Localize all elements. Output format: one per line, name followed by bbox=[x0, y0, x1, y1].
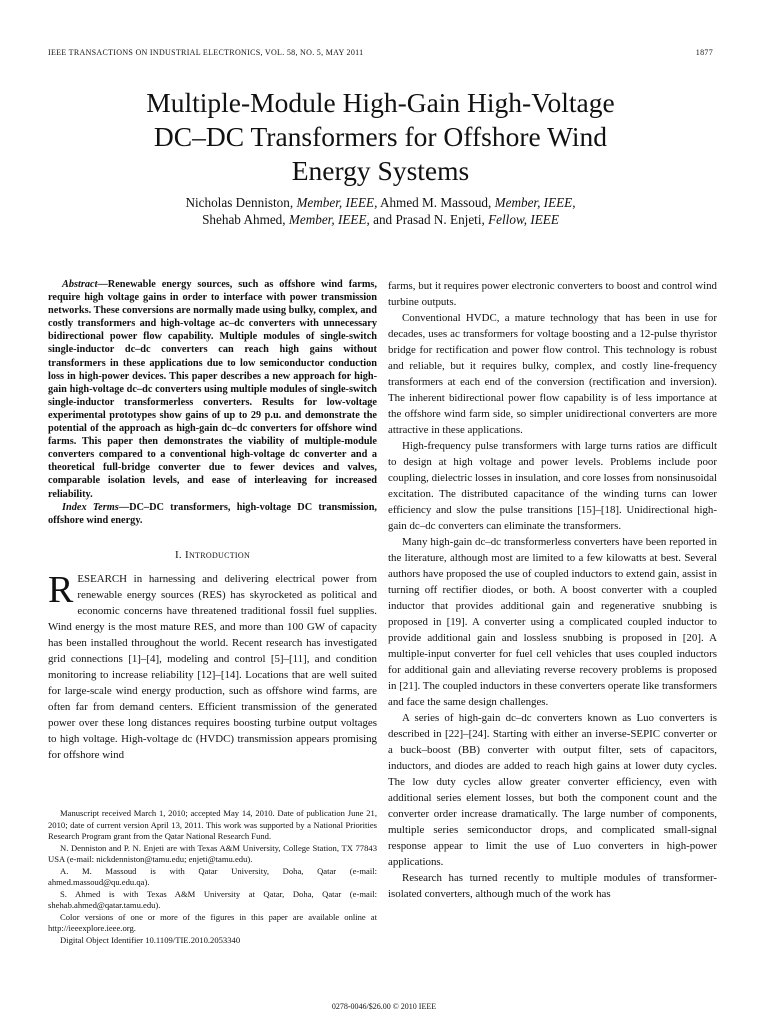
body-paragraph: High-frequency pulse transformers with large turns ratios are difficult to design at high voltage and power levels. Problems include poor coupling, dielectric losses in insulation, and core losses from nonsinusoidal excitation. The distributed capacitance of the winding turns can lower efficiency and slow the pulse transitions [15]–[18]. Unidirectional high-gain dc–dc converters can eliminate the transformers. bbox=[388, 440, 717, 532]
index-terms-label: Index Terms bbox=[62, 501, 119, 513]
author-line-2 bbox=[48, 211, 713, 228]
index-terms-text: —DC–DC transformers, high-voltage DC transmission, offshore wind energy. bbox=[48, 501, 377, 526]
title-line-2: DC–DC Transformers for Offshore Wind bbox=[153, 121, 608, 152]
body-paragraph: Conventional HVDC, a mature technology that has been in use for decades, uses ac transformers for voltage boosting and a 12-pulse thyristor bridge for rectification and power flow control. This technology is robust and reliable, but it requires bulky, complex, and costly line-frequency transformers at each end of the conversion (rectification and inversion). The inherent bidirectional power flow capability is of less importance at the offshore wind farm side, so simpler unidirectional converters are more attractive in these applications. bbox=[388, 312, 717, 436]
author-3-role: Member, IEEE bbox=[288, 212, 367, 227]
author-line-1 bbox=[48, 194, 713, 211]
left-column bbox=[48, 278, 377, 763]
abstract-label: Abstract bbox=[62, 279, 98, 290]
author-4-name: , and Prasad N. Enjeti, bbox=[366, 212, 489, 227]
footnote-affiliation-3: S. Ahmed is with Texas A&M University at Qatar, Doha, Qatar (e-mail: shehab.ahmed@qatar.tamu.edu). bbox=[48, 888, 377, 910]
body-paragraph: A series of high-gain dc–dc converters known as Luo converters is described in [22]–[24]. Starting with either an inverse-SEPIC converter or a buck–boost (BB) converter with output filter, sets of capacitors, inductors, and diodes are added to reach high gains at lower duty cycles. The low duty cycles allow greater converter efficiency, even with additional series element losses, but both the component count and the converter order increase dramatically. The large number of components, multiple series semiconductor drops, and complicated small-signal response appear to limit the use of Luo converters in high-power applications. bbox=[388, 712, 717, 868]
body-paragraph: farms, but it requires power electronic converters to boost and control wind turbine outputs. bbox=[388, 280, 717, 308]
author-4-role: Fellow, IEEE bbox=[488, 212, 559, 227]
running-header bbox=[48, 48, 713, 57]
copyright-footer: 0278-0046/$26.00 © 2010 IEEE bbox=[331, 1002, 437, 1011]
author-list bbox=[48, 194, 713, 228]
page-number: 1877 bbox=[695, 48, 713, 57]
author-2-role: Member, IEEE bbox=[494, 195, 573, 210]
footnote-color-versions: Color versions of one or more of the figures in this paper are available online at http://ieeexplore.ieee.org. bbox=[48, 911, 377, 933]
paper-title bbox=[48, 86, 713, 188]
author-3-name: Shehab Ahmed, bbox=[202, 212, 289, 227]
footnote-affiliation-2: A. M. Massoud is with Qatar University, Doha, Qatar (e-mail: ahmed.massoud@qu.edu.qa). bbox=[48, 865, 377, 887]
abstract-text: —Renewable energy sources, such as offshore wind farms, require high voltage gains in order to interface with power transmission networks. These conversions are normally made using bulky, complex, and costly transformers and high-voltage ac–dc converters with unnecessary bidirectional power flow capability. Multiple modules of single-switch single-inductor dc–dc converters can reach high gains without transformers in these applications due to low semiconductor conduction loss in high-power devices. This paper describes a new approach for high-gain high-voltage dc–dc converters using multiple modules of single-switch single-inductor transformerless converters. Results for low-voltage experimental prototypes show gains of up to 29 p.u. and demonstrate the potential of the approach as high-gain dc–dc converters for offshore wind farms. This paper then demonstrates the viability of multiple-module converters compared to a conventional high-voltage dc converter and a theoretical full-bridge converter due to fewer devices and valves, comparable isolation levels, and ease of interleaving for increased reliability. bbox=[48, 279, 377, 500]
author-1-name: Nicholas Denniston, bbox=[185, 195, 297, 210]
body-paragraph: Research has turned recently to multiple modules of transformer-isolated converters, although much of the work has bbox=[388, 872, 717, 900]
intro-paragraph bbox=[48, 568, 377, 763]
drop-cap: R bbox=[48, 568, 74, 611]
index-terms bbox=[48, 501, 377, 527]
footnotes bbox=[48, 808, 377, 946]
intro-text: ESEARCH in harnessing and delivering electrical power from renewable energy sources (RES) has skyrocketed as political and economic concerns have threatened traditional fossil fuel supplies. Wind energy is the most mature RES, and more than 100 GW of capacity has been installed throughout the world. Recent research has investigated grid connections [1]–[4], modeling and control [5]–[11], and condition monitoring to increase reliability [12]–[14]. Locations that are well suited for large-scale wind energy production, such as offshore wind farms, are often far from demand centers. Efficient transmission of the generated power over these long distances requires boosting turbine output voltages to high voltage. High-voltage dc (HVDC) transmission appears promising for offshore wind bbox=[48, 572, 377, 761]
footnote-manuscript: Manuscript received March 1, 2010; accepted May 14, 2010. Date of publication June 21, 2010; date of current version April 13, 2011. This work was supported by a National Priorities Research Program grant from the Qatar National Research Fund. bbox=[48, 808, 377, 841]
body-paragraph: Many high-gain dc–dc transformerless converters have been reported in the literature, although most are limited to a few kilowatts at best. Several authors have proposed the use of coupled inductors to extend gain, assist in turning off rectifier diodes, or both. A boost converter with a coupled inductor that provides additional gain and regenerative snubbing is proposed in [19]. A converter using a complicated coupled inductor to provide additional gain and lossless snubbing is proposed in [20]. A multiple-input converter for fuel cell vehicles that uses coupled inductors for additional gain and alleviating reverse recovery problems is proposed in [21]. The coupled inductors in these converters operate like transformers and face the same design challenges. bbox=[388, 536, 717, 708]
right-column bbox=[388, 278, 717, 902]
title-line-1: Multiple-Module High-Gain High-Voltage bbox=[146, 87, 615, 118]
author-2-name: , Ahmed M. Massoud, bbox=[374, 195, 495, 210]
author-2-sep: , bbox=[572, 195, 576, 210]
abstract bbox=[48, 278, 377, 501]
author-1-role: Member, IEEE bbox=[296, 195, 375, 210]
journal-name: IEEE TRANSACTIONS ON INDUSTRIAL ELECTRONICS, VOL. 58, NO. 5, MAY 2011 bbox=[48, 48, 364, 57]
title-line-3: Energy Systems bbox=[291, 155, 470, 186]
section-heading: I. Introduction bbox=[174, 548, 251, 561]
footnote-doi: Digital Object Identifier 10.1109/TIE.2010.2053340 bbox=[60, 934, 241, 945]
footnote-affiliation-1: N. Denniston and P. N. Enjeti are with Texas A&M University, College Station, TX 77843 USA (e-mail: nickdenniston@tamu.edu; enjeti@tamu.edu). bbox=[48, 842, 377, 864]
